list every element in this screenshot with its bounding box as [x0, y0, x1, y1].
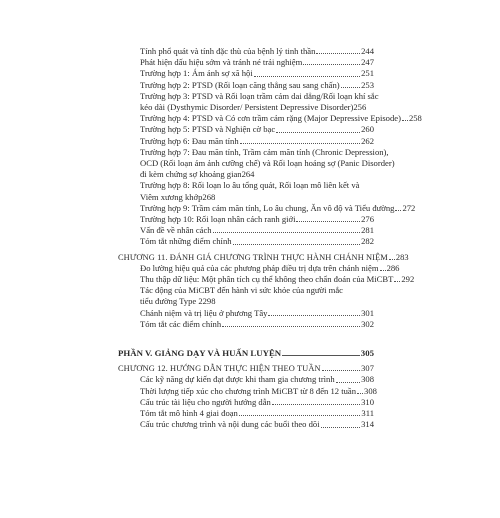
- toc-entry: [118, 319, 374, 330]
- page-number: 307: [361, 364, 374, 374]
- page-number: 272: [402, 202, 416, 213]
- toc-chapter-11: [118, 252, 409, 263]
- leader-dots: [282, 355, 360, 356]
- entry-title: Tác động của MiCBT đến hành vi sức khỏe của người mắc: [140, 285, 343, 296]
- toc-entry: [118, 46, 374, 57]
- toc-entry-line: [140, 180, 374, 191]
- toc-entry: [118, 225, 374, 236]
- page-number: 314: [361, 419, 374, 430]
- chapter-title: CHƯƠNG 11. ĐÁNH GIÁ CHƯƠNG TRÌNH THỰC HÀNH CHÁNH NIỆM: [118, 252, 388, 262]
- entry-title: Trường hợp 5: PTSD và Nghiện cờ bạc: [140, 124, 276, 135]
- entry-title: Tóm tắt mô hình 4 giai đoạn: [140, 408, 238, 419]
- page-number: 308: [364, 385, 377, 396]
- page-number: 244: [361, 46, 374, 56]
- leader-dots: [213, 232, 361, 233]
- entry-title: Tóm tắt những điểm chính: [140, 236, 232, 247]
- toc-entry-line: [140, 102, 374, 113]
- toc-section-a: [118, 46, 422, 248]
- page-number: 282: [361, 236, 374, 247]
- entry-title: Thu thập dữ liệu: Một phân tích cụ thể không theo chẩn đoán của MiCBT: [140, 274, 394, 285]
- entry-title: kéo dài (Dysthymic Disorder/ Persistent Depressive Disorder): [140, 102, 354, 113]
- entry-title: tiểu đường Type 2: [140, 296, 203, 307]
- entry-title: Phát hiện dấu hiệu sớm và tránh né trải nghiệm: [140, 57, 303, 68]
- entry-title: Trường hợp 9: Trầm cảm mãn tính, Lo âu chung, Ăn vô độ và Tiểu đường: [140, 202, 395, 213]
- toc-entry: [118, 285, 374, 307]
- page-number: 251: [361, 68, 374, 79]
- page-number: 311: [361, 408, 374, 419]
- page-number: 264: [241, 169, 255, 180]
- page-number: 256: [353, 102, 367, 113]
- entry-title: Các kỹ năng dự kiến đạt được khi tham gia chương trình: [140, 374, 335, 385]
- toc-entry: [118, 90, 379, 113]
- toc-entry: [118, 408, 374, 419]
- entry-title: đi kèm chứng sợ khoảng gian: [140, 169, 242, 180]
- leader-dots: [357, 393, 363, 394]
- toc-entry: [118, 385, 377, 397]
- entry-title: Trường hợp 6: Đau mãn tính: [140, 135, 239, 146]
- entry-title: Cấu trúc chương trình và nội dung các buổi theo dõi: [140, 419, 320, 430]
- entry-title: Trường hợp 10: Rối loạn nhân cách ranh giới: [140, 214, 296, 225]
- toc-entry: [118, 274, 415, 285]
- toc-entry: [118, 419, 374, 430]
- leader-dots: [321, 427, 361, 428]
- entry-title: Tóm tắt các điểm chính: [140, 318, 222, 329]
- toc-entry: [118, 214, 374, 225]
- leader-dots: [240, 143, 360, 144]
- entry-title: Trường hợp 8: Rối loạn lo âu tổng quát, Rối loạn mô liên kết và: [140, 180, 360, 191]
- page-number: 262: [361, 135, 374, 146]
- toc-entry-line: [140, 192, 374, 203]
- table-of-contents: [118, 46, 422, 431]
- toc-entry: [118, 202, 416, 214]
- page-number: 305: [360, 348, 374, 359]
- toc-part-v: [118, 348, 374, 359]
- toc-entry-line: [140, 146, 389, 158]
- entry-title: Trường hợp 4: PTSD và Có cơn trầm cảm rặng (Major Depressive Episode): [140, 113, 401, 124]
- page-number: 258: [408, 113, 422, 124]
- leader-dots: [316, 53, 360, 54]
- entry-title: Cấu trúc tài liệu cho người hướng dẫn: [140, 396, 271, 407]
- part-title: PHẦN V. GIẢNG DẠY VÀ HUẤN LUYỆN: [118, 348, 282, 359]
- toc-entry-line: [140, 296, 374, 307]
- toc-entry: [118, 113, 422, 124]
- leader-dots: [272, 404, 360, 405]
- entry-title: Trường hợp 3: PTSD và Rối loạn trầm cảm dai dẳng/Rối loạn khí sắc: [140, 90, 379, 101]
- toc-entry-line: [140, 285, 374, 296]
- chapter-title: CHƯƠNG 12. HƯỚNG DẪN THỰC HIỆN THEO TUẦN: [118, 364, 321, 374]
- entry-title: OCD (Rối loạn ám ảnh cưỡng chế) và Rối loạn hoảng sợ (Panic Disorder): [140, 158, 395, 169]
- entry-title: Trường hợp 7: Đau mãn tính, Trầm cảm mãn tính (Chronic Depression),: [140, 146, 389, 157]
- leader-dots: [389, 259, 395, 260]
- page-number: 253: [361, 79, 374, 90]
- leader-dots: [268, 315, 360, 316]
- toc-entry: [118, 236, 374, 247]
- entry-title: Thời lượng tiếp xúc cho chương trình MiCBT từ 8 đến 12 tuần: [140, 385, 357, 396]
- entry-title: Trường hợp 1: Ám ảnh sợ xã hội: [140, 68, 253, 79]
- page-number: 276: [361, 214, 374, 225]
- leader-dots: [303, 64, 360, 65]
- page-number: 308: [361, 374, 374, 385]
- leader-dots: [296, 221, 360, 222]
- leader-dots: [254, 76, 360, 77]
- toc-entry: [118, 146, 395, 181]
- page-number: 301: [361, 307, 374, 318]
- toc-entry: [118, 397, 374, 408]
- toc-entry: [118, 308, 374, 319]
- leader-dots: [380, 270, 386, 271]
- leader-dots: [395, 210, 401, 211]
- page-number: 292: [401, 274, 415, 285]
- leader-dots: [239, 415, 361, 416]
- toc-chapter-12: [118, 363, 374, 374]
- toc-entry-line: [140, 90, 379, 102]
- leader-dots: [394, 281, 400, 282]
- page-number: 247: [361, 57, 374, 68]
- page-number: 268: [202, 191, 216, 202]
- entry-title: Chánh niệm và trị liệu ở phương Tây: [140, 307, 268, 318]
- entry-title: Tính phổ quát và tính đặc thù của bệnh lý tinh thần: [140, 46, 316, 56]
- leader-dots: [341, 87, 361, 88]
- entry-title: Viêm xương khớp: [140, 191, 203, 202]
- page-number: 310: [361, 396, 374, 407]
- page-number: 283: [395, 252, 409, 262]
- page-number: 302: [361, 318, 374, 329]
- leader-dots: [222, 326, 360, 327]
- page-number: 286: [386, 262, 400, 273]
- toc-entry: [118, 68, 374, 79]
- toc-entry: [118, 80, 374, 91]
- leader-dots: [322, 370, 361, 371]
- toc-entry: [118, 262, 400, 274]
- toc-entry: [118, 374, 374, 385]
- leader-dots: [402, 120, 408, 121]
- toc-entry-line: [140, 169, 374, 180]
- leader-dots: [276, 132, 360, 133]
- leader-dots: [336, 382, 360, 383]
- leader-dots: [233, 244, 361, 245]
- entry-title: Đo lường hiệu quả của các phương pháp điều trị dựa trên chánh niệm: [140, 262, 379, 273]
- toc-entry: [118, 136, 374, 147]
- page-number: 281: [361, 225, 374, 236]
- page-number: 260: [361, 124, 374, 135]
- toc-entry-line: [140, 158, 395, 169]
- toc-entry: [118, 124, 374, 135]
- toc-section-c: [118, 374, 377, 430]
- toc-section-b: [118, 262, 415, 330]
- page-number: 298: [202, 296, 216, 307]
- entry-title: Vấn đề về nhân cách: [140, 225, 212, 236]
- toc-entry: [118, 57, 374, 68]
- toc-entry: [118, 180, 374, 202]
- entry-title: Trường hợp 2: PTSD (Rối loạn căng thẳng sau sang chấn): [140, 79, 340, 90]
